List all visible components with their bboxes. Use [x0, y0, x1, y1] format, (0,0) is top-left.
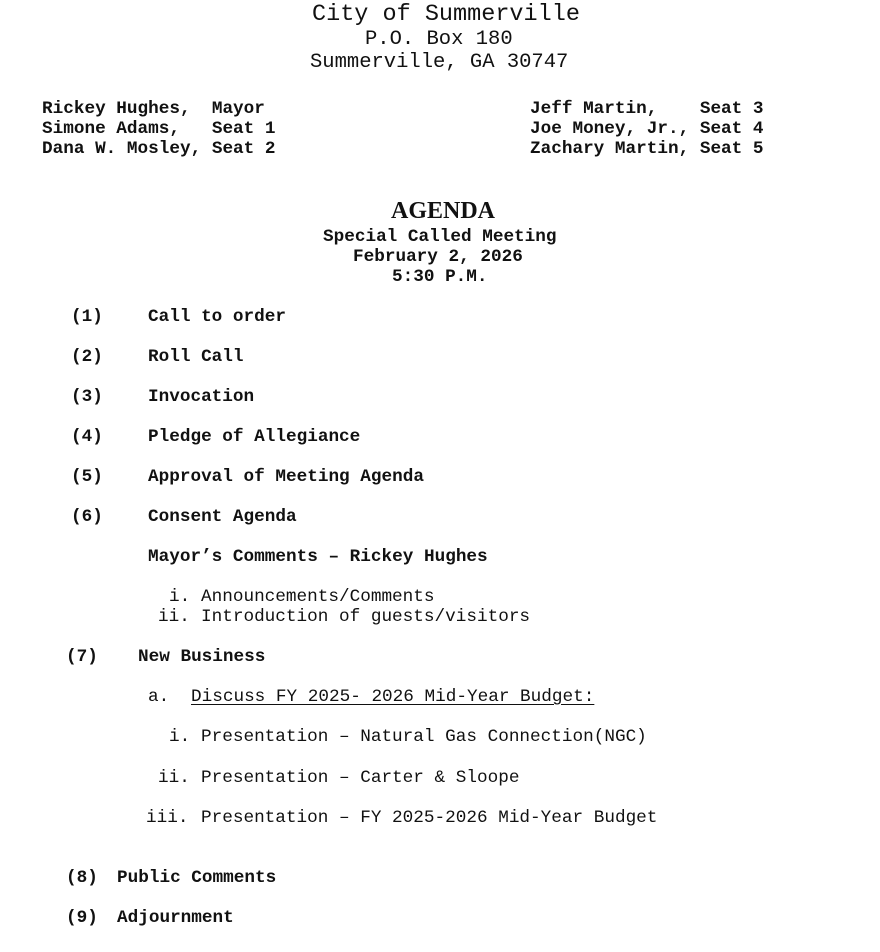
subitem-label: Presentation – Carter & Sloope: [201, 768, 520, 788]
subitem-number: ii.: [158, 607, 190, 627]
item-number: (2): [71, 347, 103, 367]
meeting-type: Special Called Meeting: [323, 227, 557, 247]
mayor-comments-heading: Mayor’s Comments – Rickey Hughes: [148, 547, 488, 567]
item-label: Pledge of Allegiance: [148, 427, 361, 447]
council-member: Rickey Hughes, Mayor: [42, 99, 265, 119]
item-number: (3): [71, 387, 103, 407]
council-member: Dana W. Mosley, Seat 2: [42, 139, 276, 159]
item-label: New Business: [138, 647, 266, 667]
item-number: (9): [66, 908, 98, 928]
item-number: (7): [66, 647, 98, 667]
item-number: (5): [71, 467, 103, 487]
city-state-zip: Summerville, GA 30747: [310, 51, 569, 74]
item-number: (4): [71, 427, 103, 447]
council-member: Joe Money, Jr., Seat 4: [530, 119, 764, 139]
item-label: Approval of Meeting Agenda: [148, 467, 424, 487]
subitem-letter: a.: [148, 687, 170, 707]
item-label: Call to order: [148, 307, 286, 327]
item-label: Roll Call: [148, 347, 244, 367]
po-box: P.O. Box 180: [365, 28, 513, 51]
city-name: City of Summerville: [312, 1, 580, 28]
subitem-number: ii.: [158, 768, 190, 788]
subitem-label: Presentation – FY 2025-2026 Mid-Year Budget: [201, 808, 658, 828]
item-label: Adjournment: [117, 908, 234, 928]
subitem-number: iii.: [146, 808, 189, 828]
item-number: (6): [71, 507, 103, 527]
item-number: (1): [71, 307, 103, 327]
meeting-date: February 2, 2026: [353, 247, 523, 267]
item-label: Invocation: [148, 387, 255, 407]
item-label: Consent Agenda: [148, 507, 297, 527]
item-label: Public Comments: [117, 868, 277, 888]
subitem-number: i.: [169, 587, 191, 607]
council-member: Zachary Martin, Seat 5: [530, 139, 764, 159]
council-member: Jeff Martin, Seat 3: [530, 99, 764, 119]
council-member: Simone Adams, Seat 1: [42, 119, 276, 139]
agenda-title: AGENDA: [391, 198, 496, 224]
subitem-number: i.: [169, 727, 191, 747]
budget-discussion-heading: Discuss FY 2025- 2026 Mid-Year Budget:: [191, 687, 595, 707]
meeting-time: 5:30 P.M.: [392, 267, 488, 287]
item-number: (8): [66, 868, 98, 888]
subitem-label: Announcements/Comments: [201, 587, 435, 607]
subitem-label: Presentation – Natural Gas Connection(NGC): [201, 727, 647, 747]
subitem-label: Introduction of guests/visitors: [201, 607, 531, 627]
